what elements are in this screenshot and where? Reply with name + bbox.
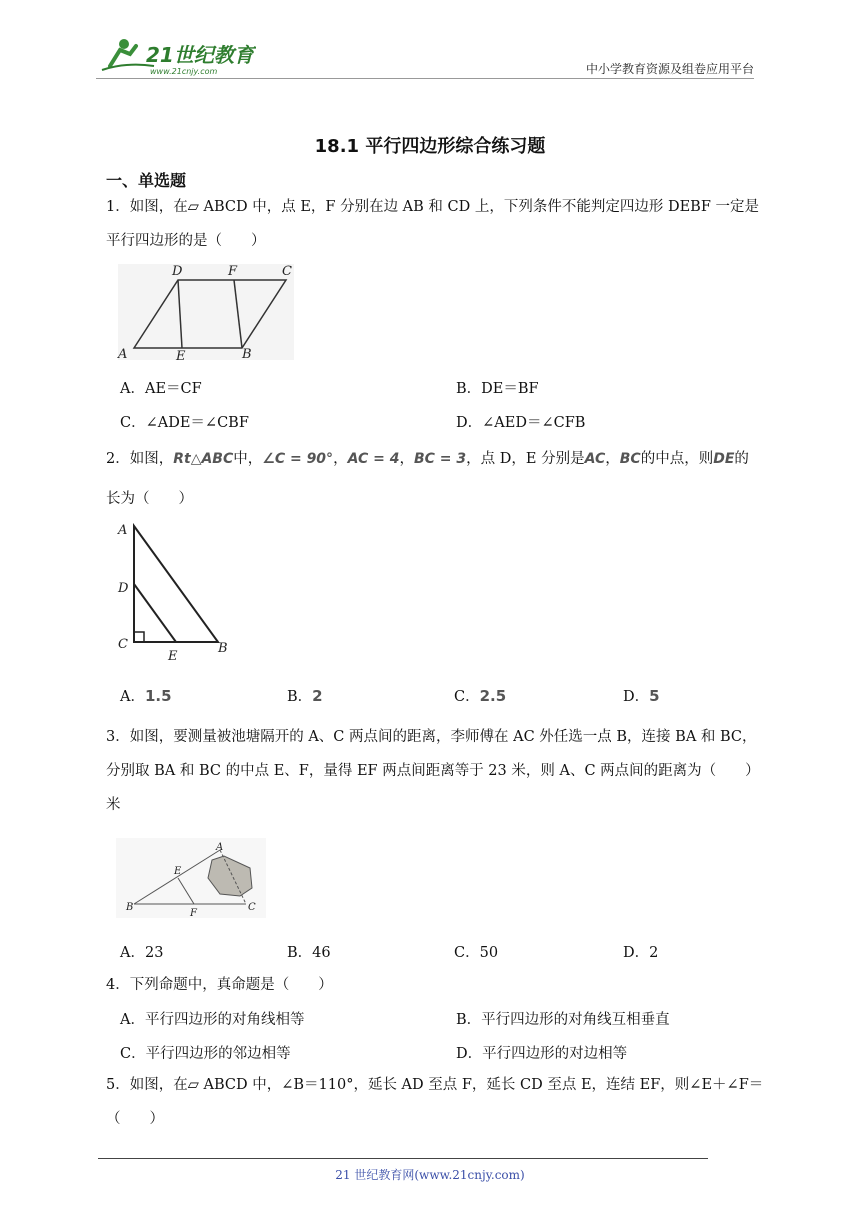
footer-link[interactable]: 21 世纪教育网(www.21cnjy.com) <box>335 1168 525 1182</box>
figure-label: C <box>282 264 292 279</box>
q2-math-ac: AC = 4 <box>347 451 400 467</box>
figure-label: A <box>118 523 128 538</box>
q2-math-ac2: AC <box>584 451 606 467</box>
q2-option-letter: A． <box>120 689 145 705</box>
question-4-text: 4．下列命题中，真命题是（ ） <box>106 977 333 993</box>
question-2-line2: 长为（ ） <box>106 491 193 507</box>
q2-option-value: 2 <box>312 687 323 705</box>
q2-math-bc2: BC <box>619 451 641 467</box>
q2-option-letter: B． <box>287 689 313 705</box>
figure-label: E <box>176 349 186 362</box>
q2-text-part: 中， <box>233 451 263 467</box>
question-2-figure <box>112 518 242 664</box>
figure-label: B <box>126 902 134 913</box>
figure-label: B <box>242 347 252 362</box>
page-title: 18.1 平行四边形综合练习题 <box>314 136 546 157</box>
figure-label: E <box>174 866 182 877</box>
q2-option-letter: D． <box>623 689 650 705</box>
question-1-text: 1．如图，在▱ ABCD 中，点 E，F 分别在边 AB 和 CD 上，下列条件不能判定四边形 DEBF 一定是平行四边形的是（ ） <box>106 199 759 249</box>
figure-label: C <box>118 637 128 652</box>
question-3-text: 3．如图，要测量被池塘隔开的 A、C 两点间的距离，李师傅在 AC 外任选一点 B，连接 BA 和 BC，分别取 BA 和 BC 的中点 E、F，量得 EF 两点间距离等于 23 米，则 A、C 两点间的距离为（ ）米 <box>106 729 760 813</box>
section-heading: 一、单选题 <box>106 171 187 190</box>
q4-option-c[interactable]: C．平行四边形的邻边相等 <box>120 1046 291 1062</box>
q2-math-bc: BC = 3 <box>413 451 467 467</box>
figure-label: E <box>168 649 178 664</box>
q3-option-b[interactable]: B．46 <box>287 945 331 961</box>
q2-option-c[interactable] <box>454 685 506 706</box>
q2-option-b[interactable] <box>287 685 323 706</box>
footer-divider <box>98 1158 708 1159</box>
q2-text-part: ，点 D，E 分别是 <box>466 451 585 467</box>
q3-option-c[interactable]: C．50 <box>454 945 499 961</box>
logo-url: www.21cnjy.com <box>150 67 218 76</box>
q4-option-b[interactable]: B．平行四边形的对角线互相垂直 <box>456 1012 670 1028</box>
logo-text: 21世纪教育 <box>146 43 254 67</box>
q3-option-d[interactable]: D．2 <box>623 945 659 961</box>
q2-option-d[interactable] <box>623 685 660 706</box>
site-logo <box>96 36 256 78</box>
q1-option-c[interactable]: C．∠ADE＝∠CBF <box>120 415 249 431</box>
q1-option-b[interactable]: B．DE＝BF <box>456 381 539 397</box>
question-3-figure <box>116 838 266 918</box>
q2-text-part: 的 <box>734 451 749 467</box>
q2-option-value: 5 <box>649 687 660 705</box>
q4-option-d[interactable]: D．平行四边形的对边相等 <box>456 1046 628 1062</box>
question-5-text: 5．如图，在▱ ABCD 中，∠B＝110°，延长 AD 至点 F，延长 CD 至点 E，连结 EF，则∠E＋∠F＝（ ） <box>106 1077 764 1127</box>
figure-label: C <box>248 902 256 913</box>
q2-text-part: 的中点，则 <box>640 451 714 467</box>
q2-option-value: 1.5 <box>144 687 172 705</box>
q1-option-d[interactable]: D．∠AED＝∠CFB <box>456 415 586 431</box>
question-1-figure <box>116 262 296 362</box>
q2-math-triangle: Rt△ABC <box>173 451 234 467</box>
figure-label: D <box>172 264 183 279</box>
q2-text-part: 2．如图， <box>106 451 174 467</box>
q2-option-letter: C． <box>454 689 480 705</box>
q2-option-a[interactable] <box>120 685 172 706</box>
figure-label: A <box>216 842 224 853</box>
q2-math-angle: ∠C = 90° <box>262 451 334 467</box>
q4-option-a[interactable]: A．平行四边形的对角线相等 <box>120 1012 305 1028</box>
figure-label: B <box>218 641 228 656</box>
header-divider <box>96 78 754 79</box>
q3-option-a[interactable]: A．23 <box>120 945 164 961</box>
figure-label: F <box>190 908 197 918</box>
header-platform-text: 中小学教育资源及组卷应用平台 <box>585 62 754 76</box>
q2-option-value: 2.5 <box>479 687 507 705</box>
q1-option-a[interactable]: A．AE＝CF <box>120 381 202 397</box>
figure-label: D <box>118 581 129 596</box>
question-2-text: 2．如图，Rt△ABC中，∠C = 90°，AC = 4，BC = 3，点 D，E 分别是AC，BC的中点，则DE的 <box>106 451 749 467</box>
figure-label: F <box>228 264 238 279</box>
figure-label: A <box>118 347 128 362</box>
q2-math-de: DE <box>713 451 735 467</box>
